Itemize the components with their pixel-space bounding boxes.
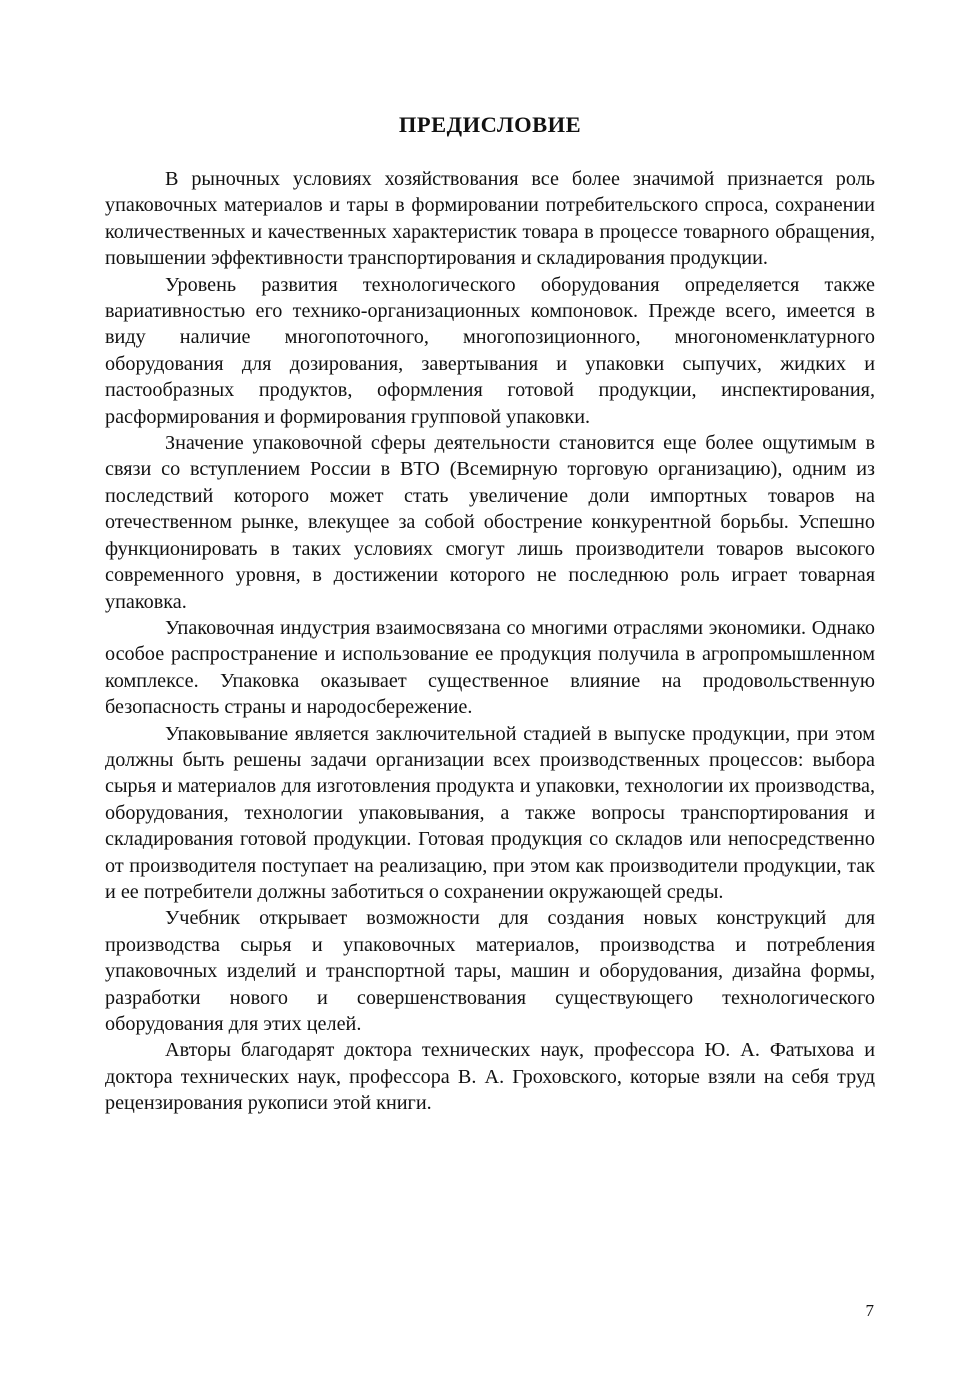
- paragraph-4: Упаковочная индустрия взаимосвязана со многими отраслями экономики. Однако особое распространение и использование ее продукция получила в агропромышленном комплексе. Упаковка оказывает существенное влияние на продовольственную безопасность страны и народосбережение.: [105, 616, 875, 719]
- page-title: ПРЕДИСЛОВИЕ: [398, 112, 582, 137]
- body-text: [105, 166, 875, 1117]
- paragraph-6: Учебник открывает возможности для создания новых конструкций для производства сырья и упаковочных материалов, производства и потребления упаковочных изделий и транспортной тары, машин и оборудования, дизайна формы, разработки нового и совершенствования существующего технологического оборудования для этих целей.: [105, 907, 875, 1035]
- paragraph-5: Упаковывание является заключительной стадией в выпуске продукции, при этом должны быть решены задачи организации всех производственных процессов: выбора сырья и материалов для изготовления продукта и упаковки, технологии их производства, оборудования, технологии упаковывания, а также вопросы транспортирования и складирования готовой продукции. Готовая продукция со складов или непосредственно от производителя поступает на реализацию, при этом как производители продукции, так и ее потребители должны заботиться о сохранении окружающей среды.: [105, 722, 875, 903]
- paragraph-2: Уровень развития технологического оборудования определяется также вариативностью его технико-организационных компоновок. Прежде всего, имеется в виду наличие многопоточного, многопозиционного, многономенклатурного оборудования для дозирования, завертывания и упаковки сыпучих, жидких и пастообразных продуктов, оформления готовой продукции, инспектирования, расформирования и формирования групповой упаковки.: [105, 273, 875, 428]
- page-number: 7: [865, 1301, 874, 1320]
- paragraph-3: Значение упаковочной сферы деятельности становится еще более ощутимым в связи со вступлением России в ВТО (Всемирную торговую организацию), одним из последствий которого может стать увеличение доли импортных товаров на отечественном рынке, влекущее за собой обострение конкурентной борьбы. Успешно функционировать в таких условиях смогут лишь производители товаров высокого современного уровня, в достижении которого не последнюю роль играет товарная упаковка.: [105, 432, 875, 613]
- paragraph-7: Авторы благодарят доктора технических наук, профессора Ю. А. Фатыхова и доктора технических наук, профессора В. А. Гроховского, которые взяли на себя труд рецензирования рукописи этой книги.: [105, 1039, 875, 1115]
- paragraph-1: В рыночных условиях хозяйствования все более значимой признается роль упаковочных материалов и тары в формировании потребительского спроса, сохранении количественных и качественных характеристик товара в процессе товарного обращения, повышении эффективности транспортирования и складирования продукции.: [105, 168, 875, 270]
